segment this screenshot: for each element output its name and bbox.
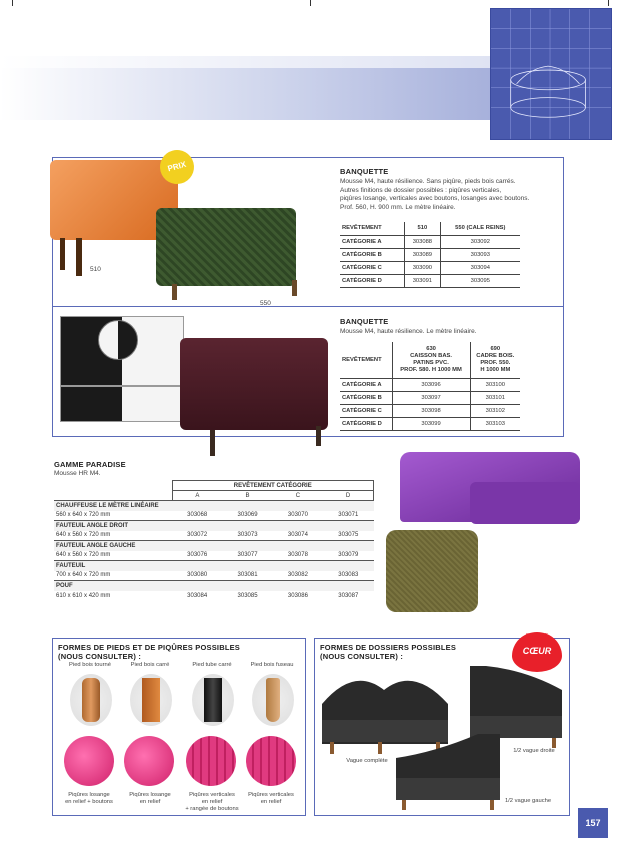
green-banquette-image bbox=[156, 208, 296, 286]
turned-wood-foot-icon bbox=[82, 678, 100, 722]
table-row: 640 x 560 x 720 mm 303076 303077 303078 303079 bbox=[56, 552, 359, 559]
pieds-subtitle: (NOUS CONSULTER) : bbox=[58, 652, 142, 661]
foot-label: Pied bois carré bbox=[130, 662, 170, 668]
coeur-badge-label: CŒUR bbox=[522, 646, 552, 656]
banquette-1-table: REVÊTEMENT 510 550 (CALE REINS) CATÉGORIE A 303088 303092 CATÉGORIE B 303089 303093 CATÉGORIE C 303090 303094 CATÉGORIE D 303091 303095 bbox=[340, 222, 520, 288]
dim-550: 550 bbox=[260, 300, 271, 307]
dim-510: 510 bbox=[90, 266, 101, 273]
stitch-label: Piqûres verticales en relief + rangée de boutons bbox=[185, 792, 239, 812]
diamond-stitch-buttons-icon bbox=[64, 736, 114, 786]
half-wave-left-label: 1/2 vague gauche bbox=[504, 798, 552, 804]
coup-de-label: COUP DE bbox=[525, 633, 549, 639]
header-logo-panel bbox=[490, 8, 612, 140]
banquette-2-table: REVÊTEMENT 630 CAISSON BAS. PATINS PVC. PROF. 580. H 1000 MM 690 CADRE BOIS. PROF. 550. H 1000 MM CATÉGORIE A 303096 303100 CATÉGORIE B 303097 303101 CATÉGORIE C 303098 303102 CATÉGORIE D 303099 303103 bbox=[340, 342, 520, 431]
vertical-stitch-icon bbox=[246, 736, 296, 786]
table-row: CATÉGORIE D 303099 303103 bbox=[340, 417, 520, 430]
pieds-title: FORMES DE PIEDS ET DE PIQÛRES POSSIBLES bbox=[58, 643, 240, 652]
diamond-stitch-icon bbox=[124, 736, 174, 786]
table-row: 640 x 560 x 720 mm 303072 303073 303074 303075 bbox=[56, 532, 359, 539]
banquette-2-title: BANQUETTE bbox=[340, 317, 389, 326]
table-row: 700 x 640 x 720 mm 303080 303081 303082 303083 bbox=[56, 572, 359, 579]
tapered-wood-foot-icon bbox=[266, 678, 280, 722]
table-row: 560 x 640 x 720 mm 303068 303069 303070 303071 bbox=[56, 512, 359, 519]
header-band-top bbox=[0, 56, 490, 68]
square-tube-foot-icon bbox=[204, 678, 222, 722]
crop-mark bbox=[310, 0, 311, 6]
table-row: 610 x 610 x 420 mm 303084 303085 303086 303087 bbox=[56, 592, 359, 599]
table-row: CATÉGORIE B 303089 303093 bbox=[340, 248, 520, 261]
dossiers-title: FORMES DE DOSSIERS POSSIBLES bbox=[320, 643, 457, 652]
table-row: CATÉGORIE C 303090 303094 bbox=[340, 261, 520, 274]
banquette-1-title: BANQUETTE bbox=[340, 167, 389, 176]
half-wave-right-label: 1/2 vague droite bbox=[513, 748, 555, 754]
full-wave-label: Vague complète bbox=[346, 758, 388, 764]
promo-badge: PRIX bbox=[156, 146, 198, 188]
yinyang-icon bbox=[98, 320, 138, 360]
paradise-table: REVÊTEMENT CATÉGORIE A B C D CHAUFFEUSE LE MÈTRE LINÉAIRE 560 x 640 x 720 mm 303068 303069 303070 303071 FAUTEUIL ANGLE DROIT 640 x 560 x 720 mm 303072 303073 303074 303075 FAUTEUIL ANGLE GAUCHE 640 x 560 x 720 mm 303076 303077 303078 303079 FAUTEUIL 700 x 640 x 720 mm 303080 303081 303082 303083 POUF 610 x 610 x 420 mm 303084 303085 303086 303087 bbox=[54, 480, 374, 601]
olive-armchair-image bbox=[386, 530, 478, 612]
table-row: CATÉGORIE C 303098 303102 bbox=[340, 404, 520, 417]
crop-mark bbox=[608, 0, 609, 6]
foot-label: Pied bois tourné bbox=[69, 662, 111, 668]
paradise-subtitle: Mousse HR M4. bbox=[54, 470, 101, 477]
burgundy-banquette-image bbox=[180, 338, 328, 430]
header-band bbox=[0, 68, 560, 120]
half-wave-left-sofa-image bbox=[392, 728, 504, 812]
foot-label: Pied tube carré bbox=[192, 662, 232, 668]
dossiers-subtitle: (NOUS CONSULTER) : bbox=[320, 652, 404, 661]
page-number: 157 bbox=[578, 808, 608, 838]
table-row: CATÉGORIE B 303097 303101 bbox=[340, 391, 520, 404]
vertical-stitch-buttons-icon bbox=[186, 736, 236, 786]
banquette-1-description: Mousse M4, haute résilience. Sans piqûre, pieds bois carrés. Autres finitions de dossier possibles : piqûres verticales, piqûres losange, verticales avec boutons, losanges avec boutons. Prof. 560, H. 900 mm. Le mètre linéaire. bbox=[340, 178, 530, 211]
foot-label: Pied bois fuseau bbox=[250, 662, 294, 668]
stitch-label: Piqûres verticales en relief bbox=[248, 792, 294, 805]
table-row: CATÉGORIE D 303091 303095 bbox=[340, 274, 520, 287]
square-wood-foot-icon bbox=[142, 678, 160, 722]
stitch-label: Piqûres losange en relief bbox=[129, 792, 171, 805]
banquette-2-description: Mousse M4, haute résilience. Le mètre linéaire. bbox=[340, 328, 477, 335]
paradise-title: GAMME PARADISE bbox=[54, 460, 126, 469]
table-row: CATÉGORIE A 303096 303100 bbox=[340, 378, 520, 391]
stitch-label: Piqûres losange en relief + boutons bbox=[65, 792, 113, 805]
crop-mark bbox=[12, 0, 13, 6]
table-row: CATÉGORIE A 303088 303092 bbox=[340, 235, 520, 248]
